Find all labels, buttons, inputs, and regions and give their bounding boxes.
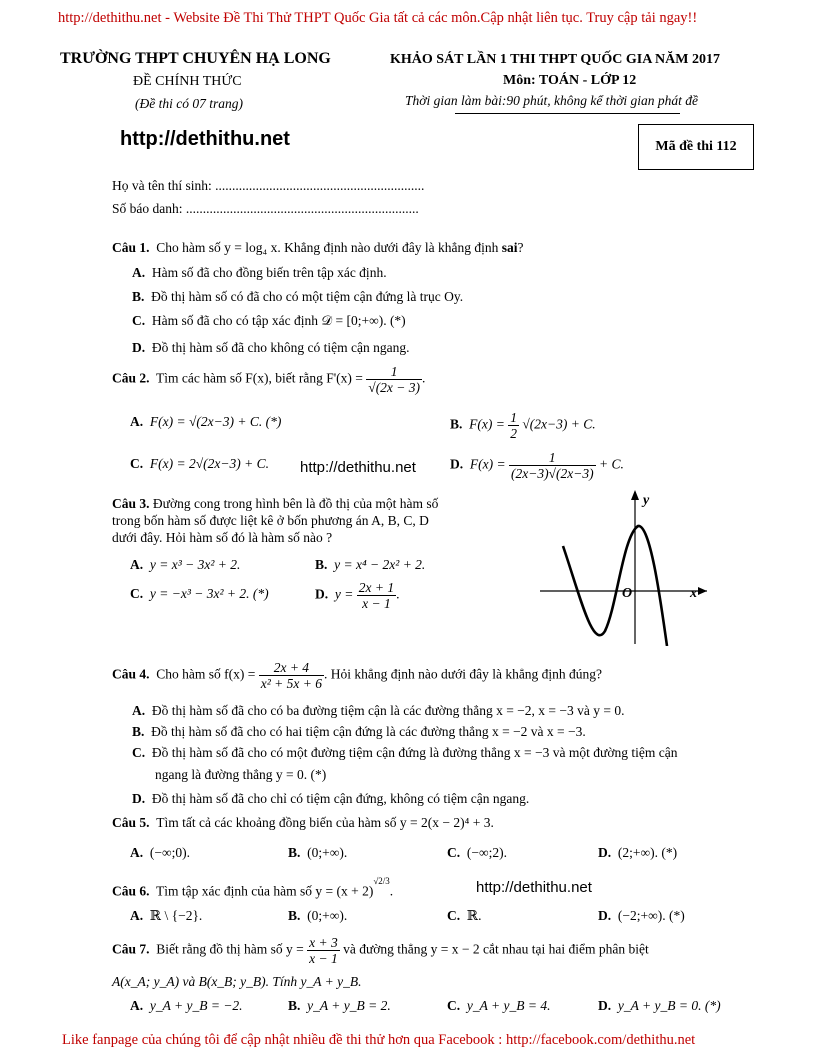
q1-option-d[interactable] xyxy=(132,340,409,356)
question-label: Câu 6. xyxy=(112,883,150,899)
exam-subject: Môn: TOÁN - LỚP 12 xyxy=(503,73,637,88)
x-axis-label: x xyxy=(690,586,697,601)
fraction xyxy=(508,410,519,441)
option-key: D. xyxy=(598,845,612,860)
q3-option-a[interactable] xyxy=(130,557,240,573)
question-text: và đường thẳng y = x − 2 cắt nhau tại hai điểm phân biệt xyxy=(343,941,649,957)
function-graph xyxy=(535,486,715,646)
option-key: C. xyxy=(447,845,461,860)
site-link[interactable]: http://dethithu.net xyxy=(120,128,290,150)
option-text: ℝ \ {−2}. xyxy=(149,908,203,923)
q7-option-c[interactable] xyxy=(447,998,550,1014)
emphasis-text: sai xyxy=(501,240,518,255)
option-text: (2;+∞). (*) xyxy=(617,845,678,860)
option-text: Đồ thị hàm số đã cho có hai tiệm cận đứng là các đường thẳng x = −2 và x = −3. xyxy=(151,724,586,739)
origin-label: O xyxy=(622,586,633,601)
watermark-link[interactable]: http://dethithu.net xyxy=(300,459,416,476)
exponent: √2/3 xyxy=(373,876,390,886)
option-text: y = xyxy=(334,586,354,602)
q3-option-d[interactable] xyxy=(315,580,399,611)
top-banner[interactable]: http://dethithu.net - Website Đề Thi Thử THPT Quốc Gia tất cả các môn.Cập nhật liên tục. Truy cập tải ngay!! xyxy=(58,10,698,26)
option-text: y_A + y_B = 0. (*) xyxy=(617,998,721,1013)
question-label: Câu 4. xyxy=(112,666,150,682)
q1-option-a[interactable] xyxy=(132,265,387,281)
q7-option-d[interactable] xyxy=(598,998,721,1014)
denominator: 2 xyxy=(510,426,517,441)
question-text: Cho hàm số f(x) = xyxy=(156,666,256,682)
option-text: (−2;+∞). (*) xyxy=(617,908,685,923)
fraction xyxy=(307,935,340,966)
question-text: Tìm tất cả các khoảng đồng biến của hàm số y = 2(x − 2)⁴ + 3. xyxy=(156,815,494,830)
question-text: Cho hàm số y = log₄ x. Khẳng định nào dưới đây là khẳng định xyxy=(156,240,499,255)
question-end: . xyxy=(389,883,394,899)
option-key: C. xyxy=(447,998,461,1013)
option-text: Đồ thị hàm số đã cho có một đường tiệm cận đứng là đường thẳng x = −3 và một đường tiệm cận xyxy=(151,745,678,760)
q4-option-b[interactable] xyxy=(132,724,586,740)
q7-option-a[interactable] xyxy=(130,998,243,1014)
q1-option-b[interactable] xyxy=(132,289,463,305)
option-key: C. xyxy=(132,745,146,760)
option-text: Hàm số đã cho đồng biến trên tập xác định. xyxy=(151,265,387,280)
option-text: F(x) = √(2x−3) + C. (*) xyxy=(149,414,282,429)
option-text: Đồ thị hàm số đã cho có ba đường tiệm cận là các đường thẳng x = −2, x = −3 và y = 0. xyxy=(151,703,625,718)
option-key: D. xyxy=(132,791,146,806)
option-key: A. xyxy=(130,845,144,860)
q7-option-b[interactable] xyxy=(288,998,391,1014)
option-text: y = −x³ − 3x² + 2. (*) xyxy=(149,586,269,601)
option-key: A. xyxy=(130,998,144,1013)
option-key: D. xyxy=(598,908,612,923)
option-key: D. xyxy=(132,340,146,355)
numerator: 1 xyxy=(366,364,422,380)
page-count: (Đề thi có 07 trang) xyxy=(135,96,243,111)
q4-option-d[interactable] xyxy=(132,791,529,807)
option-text: F(x) = 2√(2x−3) + C. xyxy=(149,456,269,471)
option-text: (0;+∞). xyxy=(307,845,348,860)
option-key: D. xyxy=(450,456,464,472)
option-key: C. xyxy=(447,908,461,923)
question-text: Biết rằng đồ thị hàm số y = xyxy=(156,941,304,957)
option-text: ℝ. xyxy=(466,908,482,923)
fraction xyxy=(259,660,324,691)
q6-option-c[interactable] xyxy=(447,908,481,924)
option-key: A. xyxy=(130,557,144,572)
q6-option-a[interactable] xyxy=(130,908,202,924)
option-text: y_A + y_B = 4. xyxy=(466,998,551,1013)
q2-option-d[interactable] xyxy=(450,450,624,481)
option-text: y = x³ − 3x² + 2. xyxy=(149,557,241,572)
q3-option-b[interactable] xyxy=(315,557,425,573)
q3-option-c[interactable] xyxy=(130,586,269,602)
curve xyxy=(563,526,667,646)
exam-code-box: Mã đề thi 112 xyxy=(638,124,754,170)
option-text: y_A + y_B = −2. xyxy=(149,998,243,1013)
option-text: (−∞;0). xyxy=(149,845,190,860)
question-7-stem xyxy=(112,935,649,966)
option-end: . xyxy=(396,586,400,602)
option-key: B. xyxy=(288,998,301,1013)
fraction xyxy=(357,580,396,611)
question-text: Tìm các hàm số F(x), biết rằng F'(x) = xyxy=(156,370,363,386)
option-text: Đồ thị hàm số đã cho chỉ có tiệm cận đứng, không có tiệm cận ngang. xyxy=(151,791,530,806)
option-key: B. xyxy=(315,557,328,572)
question-label: Câu 2. xyxy=(112,370,150,386)
option-text: √(2x−3) + C. xyxy=(522,416,596,432)
option-key: D. xyxy=(598,998,612,1013)
question-label: Câu 7. xyxy=(112,941,150,957)
q5-option-a[interactable] xyxy=(130,845,190,861)
option-key: A. xyxy=(130,414,144,429)
question-5-stem xyxy=(112,815,494,831)
denominator: x − 1 xyxy=(309,951,338,966)
numerator: 1 xyxy=(510,410,517,425)
option-text: (−∞;2). xyxy=(466,845,507,860)
official-label: ĐỀ CHÍNH THỨC xyxy=(133,74,242,89)
watermark-link[interactable]: http://dethithu.net xyxy=(476,879,592,896)
option-text: + C. xyxy=(598,456,624,472)
y-axis-label: y xyxy=(643,493,650,508)
question-text: . Hỏi khẳng định nào dưới đây là khẳng định đúng? xyxy=(324,666,603,682)
question-2-stem: Câu 2. Tìm các hàm số F(x), biết rằng F'(x) = $\frac{1}{√(2x - 3)}$ . xyxy=(112,364,426,395)
option-text: Đồ thị hàm số có đã cho có một tiệm cận đứng là trục Oy. xyxy=(151,289,464,304)
footer-banner[interactable]: Like fanpage của chúng tôi để cập nhật nhiều đề thi thử hơn qua Facebook : http://facebook.com/dethithu.net xyxy=(62,1032,696,1048)
question-4-stem xyxy=(112,660,602,691)
option-text: (0;+∞). xyxy=(307,908,348,923)
question-7-line-2: A(x_A; y_A) và B(x_B; y_B). Tính y_A + y_B. xyxy=(112,974,362,989)
denominator: √(2x − 3) xyxy=(368,380,421,395)
question-3-line-1 xyxy=(112,496,438,512)
numerator: 2x + 4 xyxy=(259,660,324,676)
q4-option-c-continued: ngang là đường thẳng y = 0. (*) xyxy=(155,767,327,782)
q2-option-b[interactable] xyxy=(450,410,596,441)
q6-option-b[interactable] xyxy=(288,908,347,924)
option-text: F(x) = xyxy=(469,456,506,472)
q1-option-c[interactable] xyxy=(132,313,406,329)
question-text: Tìm tập xác định của hàm số y = (x + 2) xyxy=(156,883,374,899)
option-key: A. xyxy=(132,265,146,280)
denominator: (2x−3)√(2x−3) xyxy=(510,466,594,481)
q4-option-c[interactable] xyxy=(132,745,677,761)
option-key: C. xyxy=(130,586,144,601)
option-key: A. xyxy=(132,703,146,718)
question-3-line-3: dưới đây. Hỏi hàm số đó là hàm số nào ? xyxy=(112,530,333,545)
numerator: 1 xyxy=(509,450,596,466)
fraction xyxy=(509,450,596,481)
denominator: x² + 5x + 6 xyxy=(260,676,323,691)
q5-option-c[interactable] xyxy=(447,845,507,861)
numerator: x + 3 xyxy=(309,935,338,950)
option-text: y = x⁴ − 2x² + 2. xyxy=(334,557,426,572)
candidate-name-field[interactable]: Họ và tên thí sinh: .............................................................. xyxy=(112,178,425,193)
exam-title: KHẢO SÁT LẦN 1 THI THPT QUỐC GIA NĂM 2017 xyxy=(390,52,720,67)
header-rule xyxy=(455,113,680,114)
question-label: Câu 3. xyxy=(112,496,150,511)
option-text: y_A + y_B = 2. xyxy=(307,998,391,1013)
option-key: B. xyxy=(132,724,145,739)
q2-option-a[interactable] xyxy=(130,414,281,430)
q5-option-d[interactable] xyxy=(598,845,677,861)
y-axis-arrow xyxy=(631,490,639,500)
option-text: Hàm số đã cho có tập xác định 𝒟 = [0;+∞). (*) xyxy=(151,313,406,328)
denominator: x − 1 xyxy=(362,596,391,611)
option-key: C. xyxy=(130,456,144,471)
question-label: Câu 1. xyxy=(112,240,150,255)
option-key: D. xyxy=(315,586,329,602)
x-axis-arrow xyxy=(698,587,707,595)
q4-option-a[interactable] xyxy=(132,703,625,719)
question-6-stem xyxy=(112,876,394,900)
fraction xyxy=(366,364,422,395)
question-end: ? xyxy=(517,240,524,255)
option-key: B. xyxy=(288,908,301,923)
q6-option-d[interactable] xyxy=(598,908,685,924)
option-text: Đồ thị hàm số đã cho không có tiệm cận ngang. xyxy=(151,340,410,355)
question-text: Đường cong trong hình bên là đồ thị của một hàm số xyxy=(152,496,439,511)
school-name: TRƯỜNG THPT CHUYÊN HẠ LONG xyxy=(60,50,331,67)
option-key: C. xyxy=(132,313,146,328)
option-key: B. xyxy=(132,289,145,304)
option-key: B. xyxy=(450,416,463,432)
option-text: F(x) = xyxy=(469,416,505,432)
question-3-line-2: trong bốn hàm số được liệt kê ở bốn phương án A, B, C, D xyxy=(112,513,429,528)
question-1-stem xyxy=(112,240,524,256)
option-key: A. xyxy=(130,908,144,923)
q5-option-b[interactable] xyxy=(288,845,347,861)
exam-time: Thời gian làm bài:90 phút, không kể thời gian phát đề xyxy=(405,93,699,108)
numerator: 2x + 1 xyxy=(358,580,395,595)
q2-option-c[interactable] xyxy=(130,456,269,472)
candidate-id-field[interactable]: Số báo danh: ..................................................................... xyxy=(112,201,419,216)
question-label: Câu 5. xyxy=(112,815,150,830)
option-key: B. xyxy=(288,845,301,860)
